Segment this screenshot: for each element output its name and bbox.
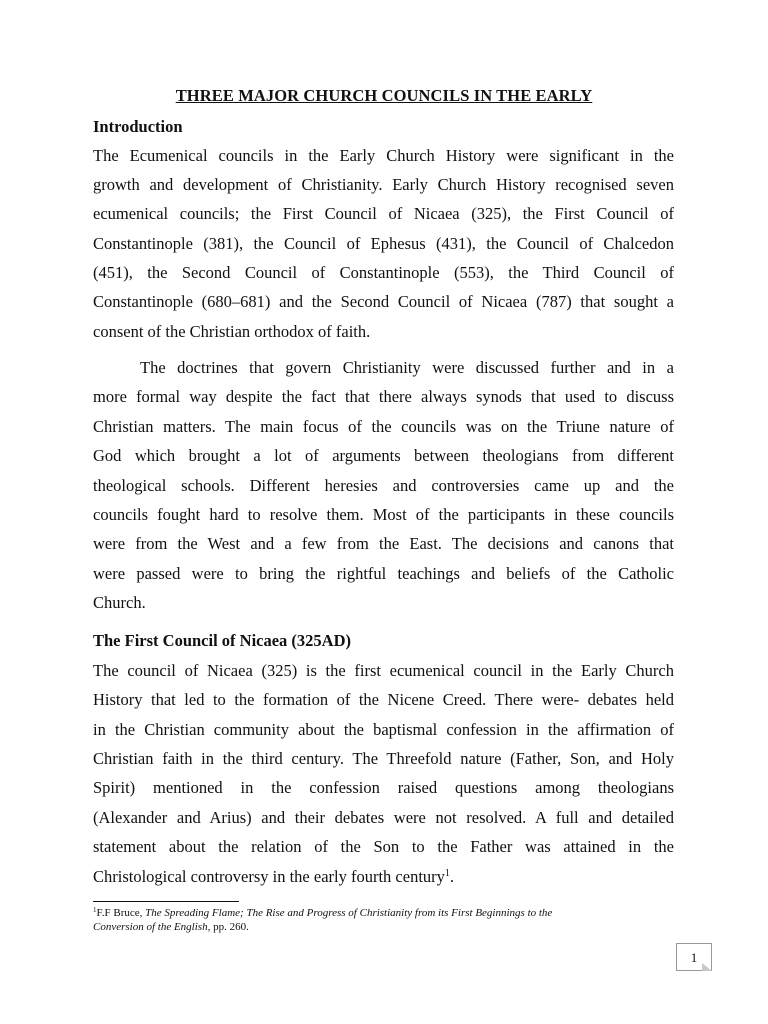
text-line: more formal way despite the fact that there always synods that used to discuss — [93, 387, 674, 406]
text-line: consent of the Christian orthodox of faith. — [93, 322, 371, 341]
text-line: Constantinople (381), the Council of Ephesus (431), the Council of Chalcedon — [93, 234, 674, 253]
text-line: Christian faith in the third century. The Threefold nature (Father, Son, and Holy — [93, 749, 674, 768]
text-line: councils fought hard to resolve them. Most of the participants in these councils — [93, 505, 674, 524]
footnote-author: F.F Bruce, — [96, 907, 146, 919]
page-number-box — [676, 943, 712, 971]
text-line: The doctrines that govern Christianity were discussed further and in a — [140, 358, 674, 377]
footnote-separator — [93, 901, 239, 902]
footnote-line — [93, 906, 674, 920]
text-line: growth and development of Christianity. Early Church History recognised seven — [93, 175, 674, 194]
text-line: History that led to the formation of the Nicene Creed. There were- debates held — [93, 690, 674, 709]
text-line: (Alexander and Arius) and their debates were not resolved. A full and detailed — [93, 808, 674, 827]
text-line: were from the West and a few from the East. The decisions and canons that — [93, 534, 674, 553]
text-line: were passed were to bring the rightful teachings and beliefs of the Catholic — [93, 564, 674, 583]
footnote-marker: 1 — [93, 906, 97, 914]
text-line: Christian matters. The main focus of the councils was on the Triune nature of — [93, 417, 674, 436]
text-line: in the Christian community about the baptismal confession in the affirmation of — [93, 720, 674, 739]
section-heading-first-council-of-nicaea: The First Council of Nicaea (325AD) — [93, 631, 352, 650]
text-line: statement about the relation of the Son to the Father was attained in the — [93, 837, 674, 856]
text-line: The Ecumenical councils in the Early Church History were significant in the — [93, 146, 674, 165]
text-line: Spirit) mentioned in the confession raised questions among theologians — [93, 778, 674, 797]
text-line: (451), the Second Council of Constantinople (553), the Third Council of — [93, 263, 674, 282]
text-line: theological schools. Different heresies and controversies came up and the — [93, 476, 674, 495]
footnote-pages: , pp. 260. — [207, 921, 249, 933]
text-line: Church. — [93, 593, 146, 612]
section-heading-introduction: Introduction — [93, 117, 183, 136]
text-line — [93, 867, 674, 887]
footnote-title-continued: Conversion of the English — [93, 921, 208, 933]
text-line: Constantinople (680–681) and the Second Council of Nicaea (787) that sought a — [93, 292, 674, 311]
end-punctuation: . — [449, 867, 455, 886]
footnote-reference[interactable]: 1 — [444, 868, 450, 879]
page-number: 1 — [690, 950, 698, 965]
document-title: THREE MAJOR CHURCH COUNCILS IN THE EARLY — [175, 86, 593, 105]
text-line: The council of Nicaea (325) is the first ecumenical council in the Early Church — [93, 661, 674, 680]
footnote-line — [93, 920, 674, 934]
text-line: ecumenical councils; the First Council of Nicaea (325), the First Council of — [93, 204, 674, 223]
footnote-title: The Spreading Flame; The Rise and Progress of Christianity from its First Beginnings to the — [145, 907, 553, 919]
text-line: God which brought a lot of arguments between theologians from different — [93, 446, 674, 465]
page-corner-fold-icon — [702, 963, 712, 971]
text-line-content: Christological controversy in the early fourth century — [93, 867, 445, 886]
